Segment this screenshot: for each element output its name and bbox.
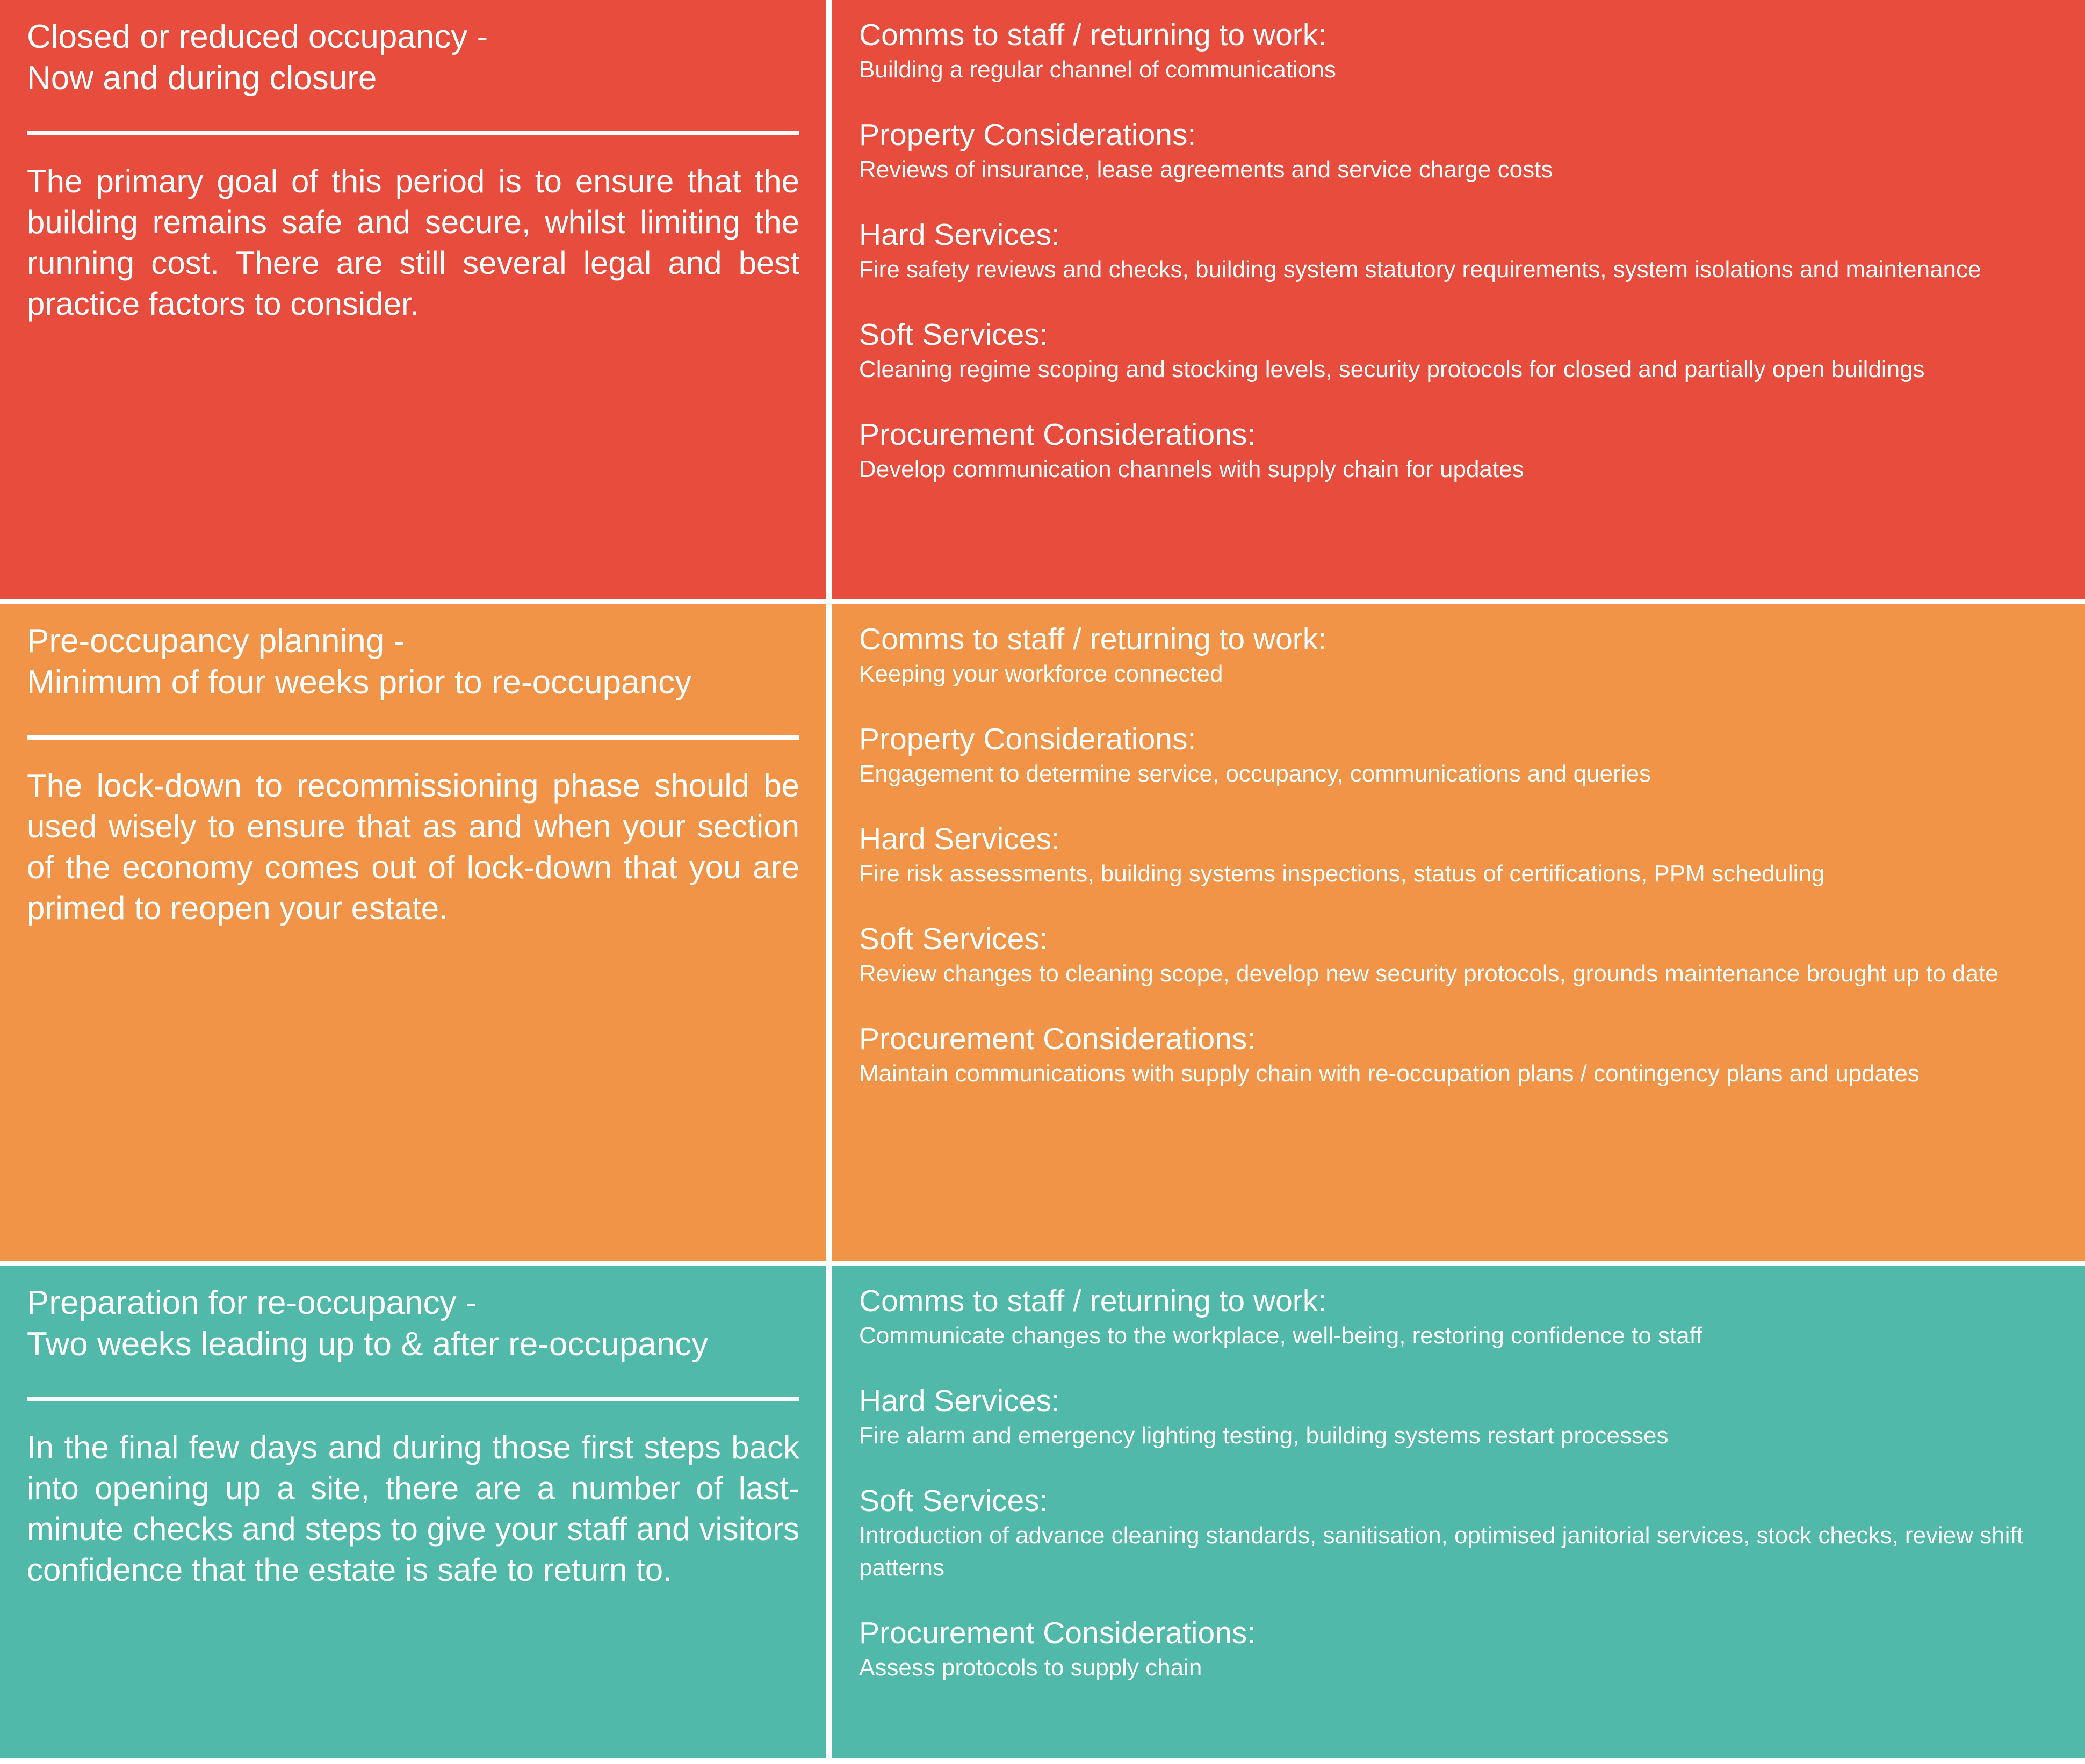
section-body: Communicate changes to the workplace, well-being, restoring confidence to staff (859, 1322, 1702, 1349)
section-body: Develop communication channels with supply chain for updates (859, 456, 1524, 482)
phase-preparation-description: In the final few days and during those first steps back into opening up a site, there are a number of last-minute checks and steps to give your staff and visitors confidence that the estate is safe to return to. (27, 1429, 799, 1588)
section-comms (859, 620, 2058, 690)
section-body: Introduction of advance cleaning standards, sanitisation, optimised janitorial services, stock checks, review shift patterns (859, 1522, 2023, 1581)
section-heading: Hard Services: (859, 1384, 1060, 1418)
phase-closed-title (27, 16, 799, 99)
phase-pre-planning-title-line1: Pre-occupancy planning - (27, 623, 405, 660)
section-heading: Procurement Considerations: (859, 1616, 1256, 1650)
section-heading: Soft Services: (859, 922, 1048, 956)
section-comms (859, 1282, 2058, 1352)
section-body: Maintain communications with supply chain with re-occupation plans / contingency plans and updates (859, 1060, 1920, 1087)
section-heading: Soft Services: (859, 317, 1048, 352)
section-soft-services (859, 1482, 2058, 1584)
section-heading: Soft Services: (859, 1484, 1048, 1518)
phase-pre-planning-title (27, 620, 799, 703)
phase-preparation-title-line1: Preparation for re-occupancy - (27, 1284, 477, 1321)
section-procurement (859, 1614, 2058, 1684)
section-property (859, 720, 2058, 790)
phase-pre-planning-details (832, 599, 2085, 1261)
phase-pre-planning-summary (0, 599, 826, 1261)
phase-closed-title-line1: Closed or reduced occupancy - (27, 18, 488, 55)
phase-preparation-divider (27, 1397, 799, 1401)
phase-closed-details (832, 0, 2085, 599)
section-property (859, 116, 2058, 186)
phase-preparation-title-line2: Two weeks leading up to & after re-occupancy (27, 1326, 709, 1363)
section-heading: Hard Services: (859, 822, 1060, 856)
section-body: Reviews of insurance, lease agreements and service charge costs (859, 156, 1553, 183)
section-heading: Procurement Considerations: (859, 1022, 1256, 1056)
section-heading: Comms to staff / returning to work: (859, 1284, 1327, 1318)
section-body: Fire alarm and emergency lighting testing, building systems restart processes (859, 1422, 1669, 1449)
phase-closed-summary (0, 0, 826, 599)
section-soft-services (859, 316, 2058, 386)
section-body: Engagement to determine service, occupancy, communications and queries (859, 761, 1651, 787)
section-procurement (859, 1020, 2058, 1090)
phase-preparation-summary (0, 1261, 826, 1758)
section-procurement (859, 416, 2058, 486)
phase-closed-title-line2: Now and during closure (27, 60, 377, 97)
section-body: Keeping your workforce connected (859, 661, 1223, 687)
section-heading: Property Considerations: (859, 722, 1196, 756)
phase-preparation-details (832, 1261, 2085, 1758)
phase-pre-planning-description: The lock-down to recommissioning phase should be used wisely to ensure that as and when your section of the economy comes out of lock-down that you are primed to reopen your estate. (27, 768, 799, 926)
section-heading: Hard Services: (859, 218, 1060, 252)
section-hard-services (859, 216, 2058, 286)
section-heading: Procurement Considerations: (859, 417, 1256, 452)
section-soft-services (859, 920, 2058, 990)
section-body: Cleaning regime scoping and stocking levels, security protocols for closed and partially open buildings (859, 356, 1925, 382)
section-body: Building a regular channel of communications (859, 56, 1336, 83)
phase-preparation-title (27, 1282, 799, 1365)
section-hard-services (859, 1382, 2058, 1452)
phase-closed-description: The primary goal of this period is to ensure that the building remains safe and secure, whilst limiting the running cost. There are still several legal and best practice factors to consider. (27, 163, 799, 322)
phase-pre-planning-divider (27, 735, 799, 740)
section-body: Assess protocols to supply chain (859, 1654, 1202, 1681)
section-comms (859, 16, 2058, 86)
section-body: Review changes to cleaning scope, develop new security protocols, grounds maintenance brought up to date (859, 960, 1999, 987)
section-heading: Property Considerations: (859, 118, 1196, 152)
section-heading: Comms to staff / returning to work: (859, 622, 1327, 656)
section-hard-services (859, 820, 2058, 890)
phase-closed-divider (27, 131, 799, 135)
section-body: Fire safety reviews and checks, building system statutory requirements, system isolations and maintenance (859, 256, 1981, 283)
section-heading: Comms to staff / returning to work: (859, 18, 1327, 52)
section-body: Fire risk assessments, building systems inspections, status of certifications, PPM scheduling (859, 861, 1825, 887)
phase-pre-planning-title-line2: Minimum of four weeks prior to re-occupancy (27, 664, 692, 701)
